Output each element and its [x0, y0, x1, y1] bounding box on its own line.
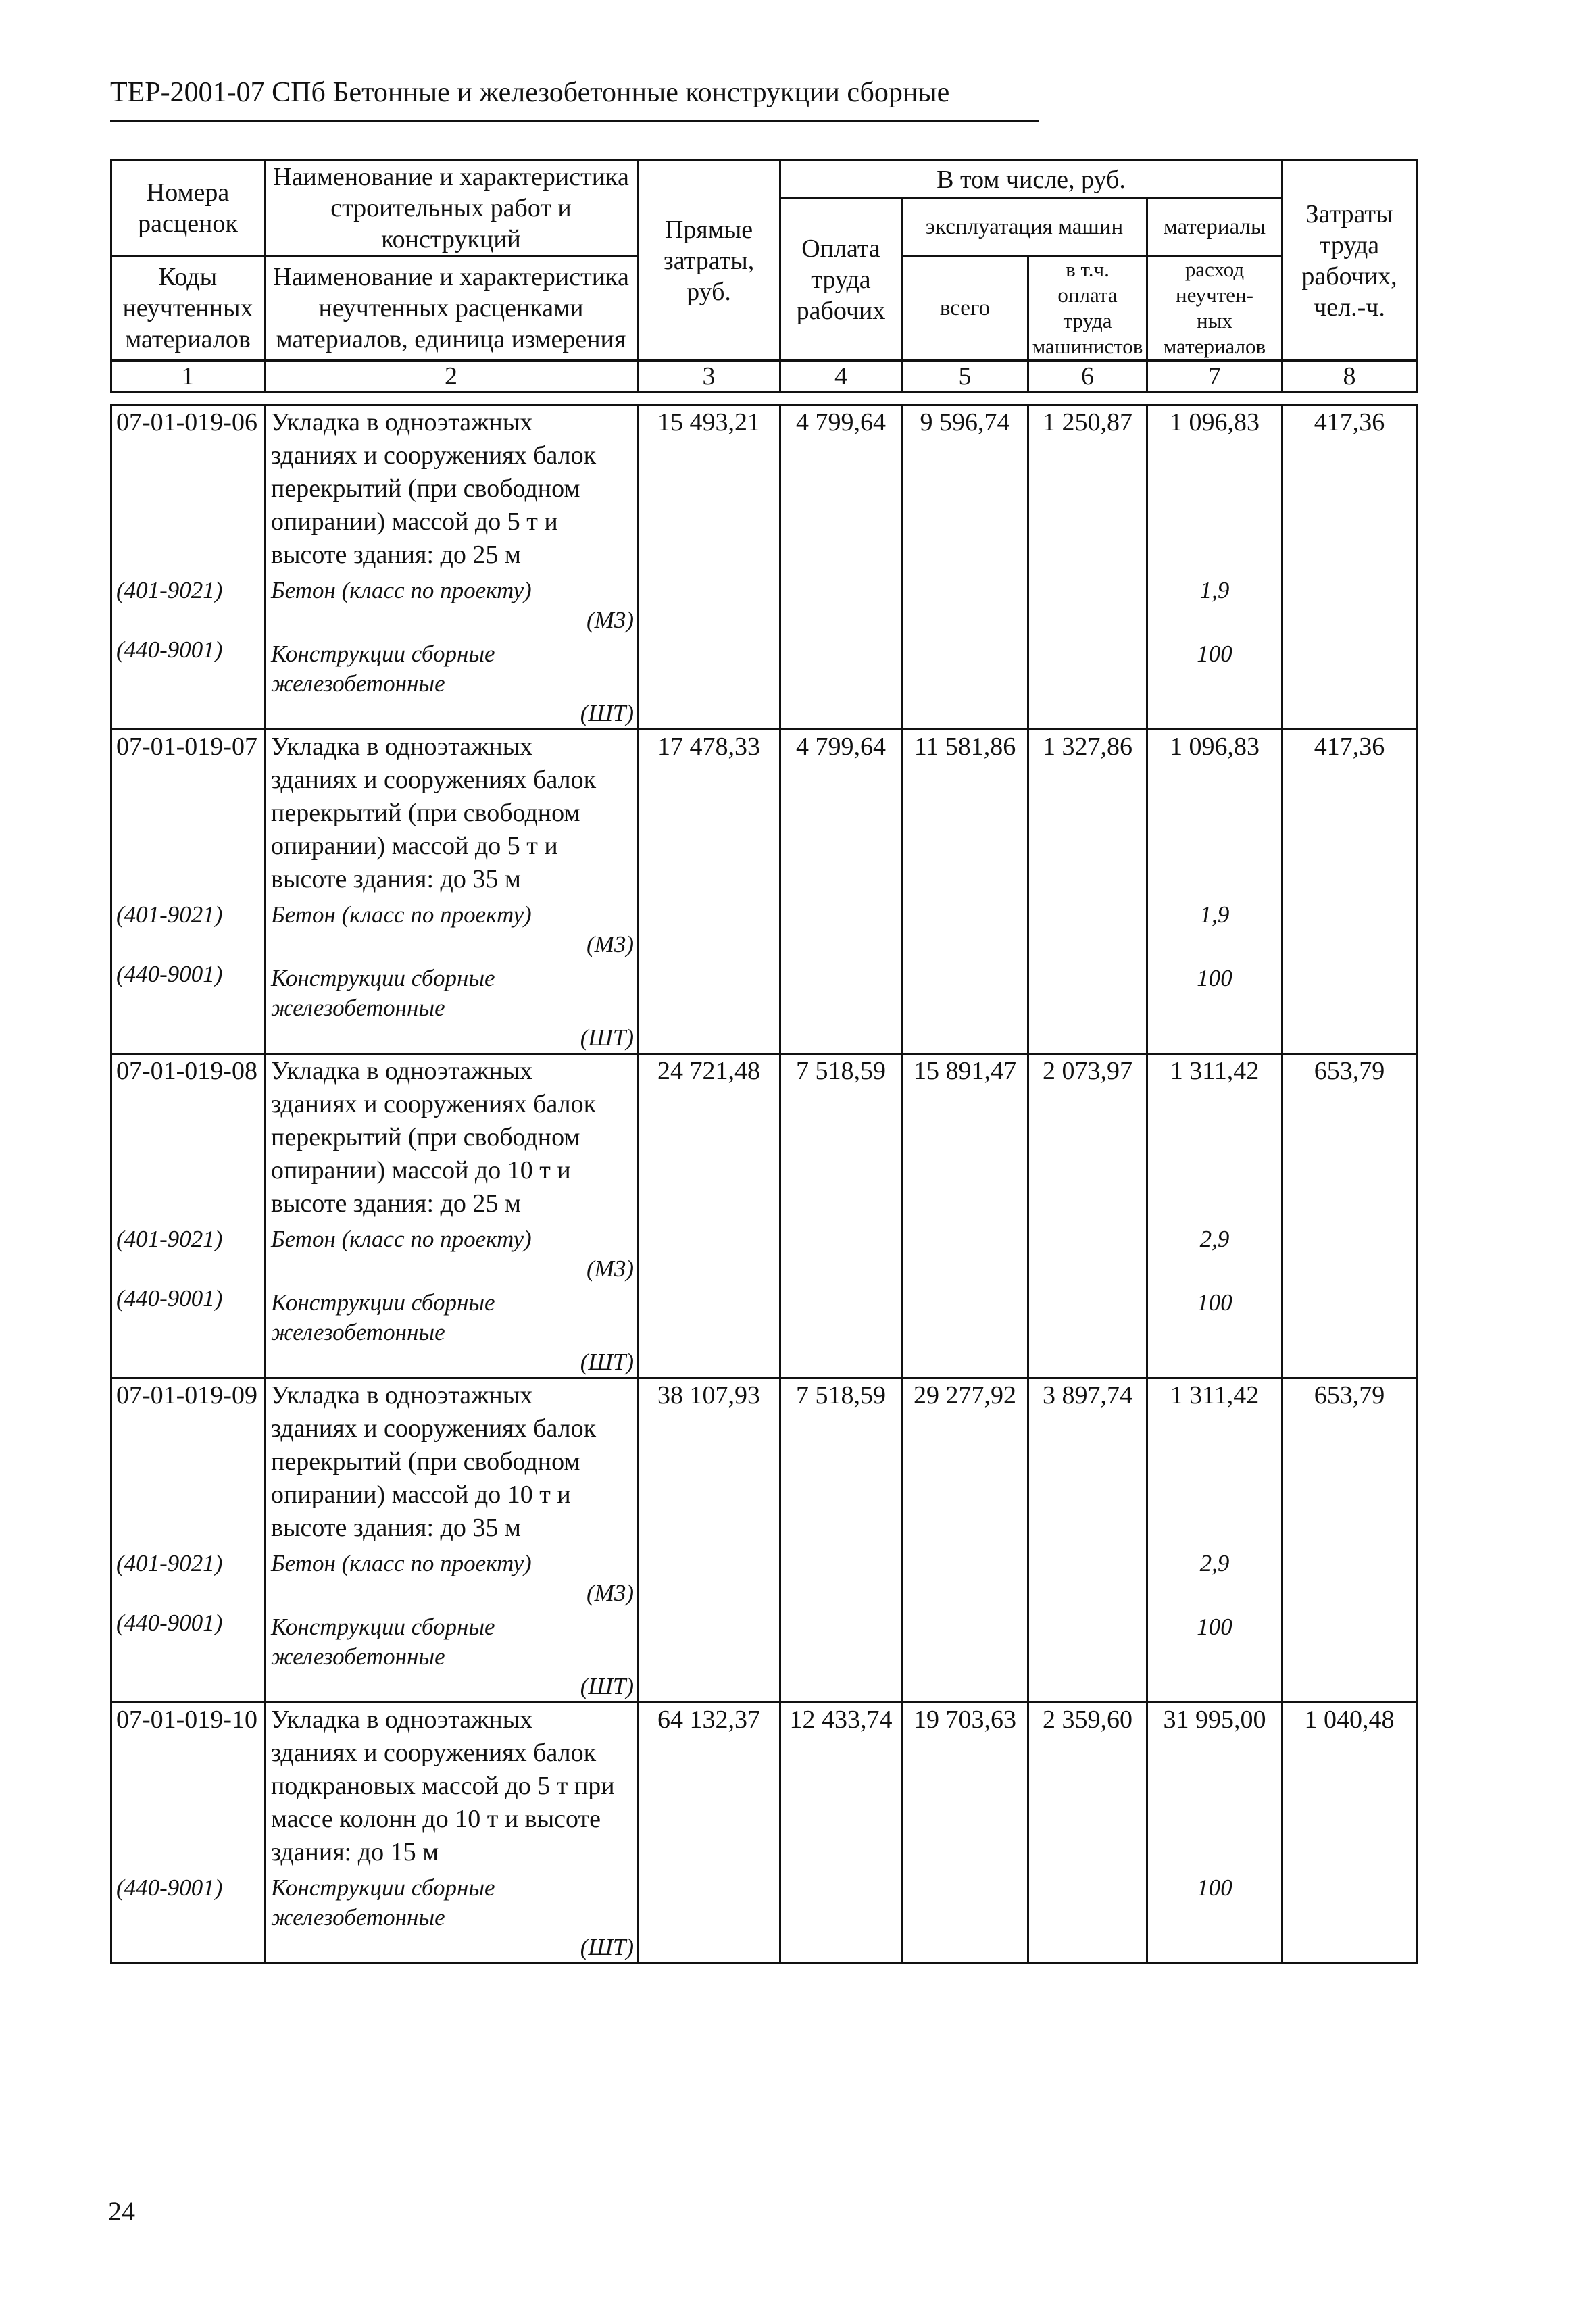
material-name: Бетон (класс по проекту): [271, 577, 532, 603]
col-header-machines: эксплуатация машин: [902, 199, 1147, 256]
page-title: ТЕР-2001-07 СПб Бетонные и железобетонные конструкции сборные: [110, 73, 1039, 122]
machinist-pay-value: 2 073,97: [1028, 1054, 1147, 1378]
material-unit: (ШТ): [580, 1349, 634, 1375]
material-block: [271, 576, 637, 635]
material-code: (401-9021): [116, 901, 223, 928]
material-unit: (М3): [587, 1255, 634, 1282]
material-quantity: 100: [1197, 1614, 1232, 1640]
description-line: высоте здания: до 25 м: [271, 1189, 521, 1218]
machinist-pay-value: 2 359,60: [1028, 1703, 1147, 1964]
col-header-material-codes: Коды неучтенных материалов: [111, 256, 265, 361]
material-name: Бетон (класс по проекту): [271, 1550, 532, 1576]
col-header-machinist-pay: в т.ч. оплата труда машинистов: [1028, 256, 1147, 361]
materials-cell: [1147, 1378, 1282, 1703]
col-header-labor-hours: Затраты труда рабочих, чел.-ч.: [1282, 161, 1417, 361]
col-number: 5: [902, 361, 1028, 393]
materials-value: 1 096,83: [1170, 408, 1260, 437]
description-line: Укладка в одноэтажных: [271, 732, 533, 761]
col-header-worker-pay: Оплата труда рабочих: [780, 199, 902, 361]
description-line: здания: до 15 м: [271, 1838, 439, 1866]
material-code: (440-9001): [116, 1610, 223, 1636]
material-code: (440-9001): [116, 1285, 223, 1312]
description-line: массе колонн до 10 т и высоте: [271, 1805, 601, 1833]
machinist-pay-value: 1 327,86: [1028, 730, 1147, 1054]
description-line: перекрытий (при свободном: [271, 474, 580, 503]
worker-pay-value: 4 799,64: [780, 405, 902, 730]
worker-pay-value: 7 518,59: [780, 1378, 902, 1703]
materials-cell: [1147, 405, 1282, 730]
material-unit: (ШТ): [580, 700, 634, 726]
table-row: [111, 730, 1417, 1054]
material-unit: (М3): [587, 607, 634, 633]
rate-description-cell: [265, 730, 638, 1054]
material-quantity: 100: [1197, 641, 1232, 667]
rate-code-cell: [111, 1378, 265, 1703]
material-name: Конструкции сборные: [271, 1289, 495, 1316]
material-name: железобетонные: [271, 995, 445, 1021]
description-line: высоте здания: до 35 м: [271, 865, 521, 893]
material-name: Конструкции сборные: [271, 1614, 495, 1640]
rate-description-cell: [265, 405, 638, 730]
material-quantity: 1,9: [1199, 577, 1230, 603]
description-line: Укладка в одноэтажных: [271, 1381, 533, 1410]
direct-costs-value: 38 107,93: [638, 1378, 780, 1703]
material-unit: (М3): [587, 931, 634, 957]
description-line: перекрытий (при свободном: [271, 1123, 580, 1151]
material-code: (401-9021): [116, 1226, 223, 1252]
rate-description-cell: [265, 1703, 638, 1964]
material-block: [271, 1549, 637, 1608]
description-line: опирании) массой до 10 т и: [271, 1156, 571, 1185]
table-row: [111, 1054, 1417, 1378]
col-number: 4: [780, 361, 902, 393]
col-header-direct-costs: Прямые затраты, руб.: [638, 161, 780, 361]
labor-hours-value: 1 040,48: [1282, 1703, 1417, 1964]
rates-table: [110, 404, 1418, 1964]
material-quantity: 2,9: [1199, 1226, 1230, 1252]
worker-pay-value: 7 518,59: [780, 1054, 902, 1378]
col-header-rate-number: Номера расценок: [111, 161, 265, 256]
labor-hours-value: 417,36: [1282, 730, 1417, 1054]
machines-total-value: 29 277,92: [902, 1378, 1028, 1703]
description-line: перекрытий (при свободном: [271, 799, 580, 827]
material-quantity: 1,9: [1199, 901, 1230, 928]
material-code: (401-9021): [116, 577, 223, 603]
material-code: (401-9021): [116, 1550, 223, 1576]
labor-hours-value: 417,36: [1282, 405, 1417, 730]
rate-code-cell: [111, 1054, 265, 1378]
materials-value: 1 311,42: [1170, 1057, 1260, 1085]
col-header-machines-total: всего: [902, 256, 1028, 361]
material-code: (440-9001): [116, 961, 223, 987]
table-header: [110, 159, 1418, 393]
col-number: 6: [1028, 361, 1147, 393]
rate-code-cell: [111, 1703, 265, 1964]
col-number: 2: [265, 361, 638, 393]
rate-code: 07-01-019-08: [116, 1057, 257, 1085]
materials-value: 1 096,83: [1170, 732, 1260, 761]
table-row: [111, 405, 1417, 730]
material-name: железобетонные: [271, 1319, 445, 1345]
material-unit: (ШТ): [580, 1673, 634, 1699]
material-name: Бетон (класс по проекту): [271, 1226, 532, 1252]
machinist-pay-value: 3 897,74: [1028, 1378, 1147, 1703]
rate-code-cell: [111, 405, 265, 730]
table-row: [111, 1378, 1417, 1703]
material-code: (440-9001): [116, 1874, 223, 1901]
col-header-work-name: Наименование и характеристика строительных работ и конструкций: [265, 161, 638, 256]
machines-total-value: 11 581,86: [902, 730, 1028, 1054]
machines-total-value: 9 596,74: [902, 405, 1028, 730]
description-line: зданиях и сооружениях балок: [271, 1739, 597, 1767]
materials-cell: [1147, 1703, 1282, 1964]
material-name: Конструкции сборные: [271, 965, 495, 991]
material-block: [271, 639, 637, 728]
description-line: опирании) массой до 5 т и: [271, 832, 558, 860]
material-name: Конструкции сборные: [271, 641, 495, 667]
rate-code: 07-01-019-10: [116, 1706, 257, 1734]
col-header-including: В том числе, руб.: [780, 161, 1282, 199]
description-line: опирании) массой до 5 т и: [271, 507, 558, 536]
labor-hours-value: 653,79: [1282, 1378, 1417, 1703]
description-line: перекрытий (при свободном: [271, 1447, 580, 1476]
machinist-pay-value: 1 250,87: [1028, 405, 1147, 730]
description-line: зданиях и сооружениях балок: [271, 1090, 597, 1118]
col-header-material-names: Наименование и характеристика неучтенных расценками материалов, единица измерения: [265, 256, 638, 361]
description-line: подкрановых массой до 5 т при: [271, 1772, 615, 1800]
page-number: 24: [108, 2196, 135, 2226]
description-line: зданиях и сооружениях балок: [271, 1414, 597, 1443]
description-line: Укладка в одноэтажных: [271, 1706, 533, 1734]
direct-costs-value: 17 478,33: [638, 730, 780, 1054]
worker-pay-value: 4 799,64: [780, 730, 902, 1054]
material-block: [271, 964, 637, 1053]
material-block: [271, 1224, 637, 1284]
description-line: опирании) массой до 10 т и: [271, 1480, 571, 1509]
description-line: высоте здания: до 35 м: [271, 1514, 521, 1542]
material-block: [271, 1612, 637, 1701]
direct-costs-value: 64 132,37: [638, 1703, 780, 1964]
material-name: железобетонные: [271, 1904, 445, 1931]
col-number: 7: [1147, 361, 1282, 393]
material-unit: (М3): [587, 1580, 634, 1606]
rate-code: 07-01-019-06: [116, 408, 257, 437]
material-quantity: 100: [1197, 965, 1232, 991]
description-line: Укладка в одноэтажных: [271, 1057, 533, 1085]
machines-total-value: 19 703,63: [902, 1703, 1028, 1964]
description-line: зданиях и сооружениях балок: [271, 441, 597, 470]
direct-costs-value: 15 493,21: [638, 405, 780, 730]
col-header-unaccounted-materials: расход неучтен- ных материалов: [1147, 256, 1282, 361]
material-name: железобетонные: [271, 1643, 445, 1670]
labor-hours-value: 653,79: [1282, 1054, 1417, 1378]
rate-code: 07-01-019-07: [116, 732, 257, 761]
rate-description-cell: [265, 1378, 638, 1703]
table-row: [111, 1703, 1417, 1964]
rate-code: 07-01-019-09: [116, 1381, 257, 1410]
description-line: Укладка в одноэтажных: [271, 408, 533, 437]
machines-total-value: 15 891,47: [902, 1054, 1028, 1378]
col-number: 8: [1282, 361, 1417, 393]
material-block: [271, 900, 637, 960]
col-number: 1: [111, 361, 265, 393]
materials-value: 1 311,42: [1170, 1381, 1260, 1410]
rate-code-cell: [111, 730, 265, 1054]
description-line: высоте здания: до 25 м: [271, 541, 521, 569]
col-header-materials: материалы: [1147, 199, 1282, 256]
rate-description-cell: [265, 1054, 638, 1378]
material-name: железобетонные: [271, 670, 445, 697]
description-line: зданиях и сооружениях балок: [271, 766, 597, 794]
material-unit: (ШТ): [580, 1024, 634, 1051]
material-quantity: 100: [1197, 1289, 1232, 1316]
material-unit: (ШТ): [580, 1934, 634, 1960]
material-name: Конструкции сборные: [271, 1874, 495, 1901]
materials-cell: [1147, 1054, 1282, 1378]
col-number: 3: [638, 361, 780, 393]
material-block: [271, 1288, 637, 1377]
materials-cell: [1147, 730, 1282, 1054]
material-name: Бетон (класс по проекту): [271, 901, 532, 928]
materials-value: 31 995,00: [1163, 1706, 1266, 1734]
material-quantity: 100: [1197, 1874, 1232, 1901]
material-quantity: 2,9: [1199, 1550, 1230, 1576]
direct-costs-value: 24 721,48: [638, 1054, 780, 1378]
material-block: [271, 1873, 637, 1962]
worker-pay-value: 12 433,74: [780, 1703, 902, 1964]
material-code: (440-9001): [116, 637, 223, 663]
